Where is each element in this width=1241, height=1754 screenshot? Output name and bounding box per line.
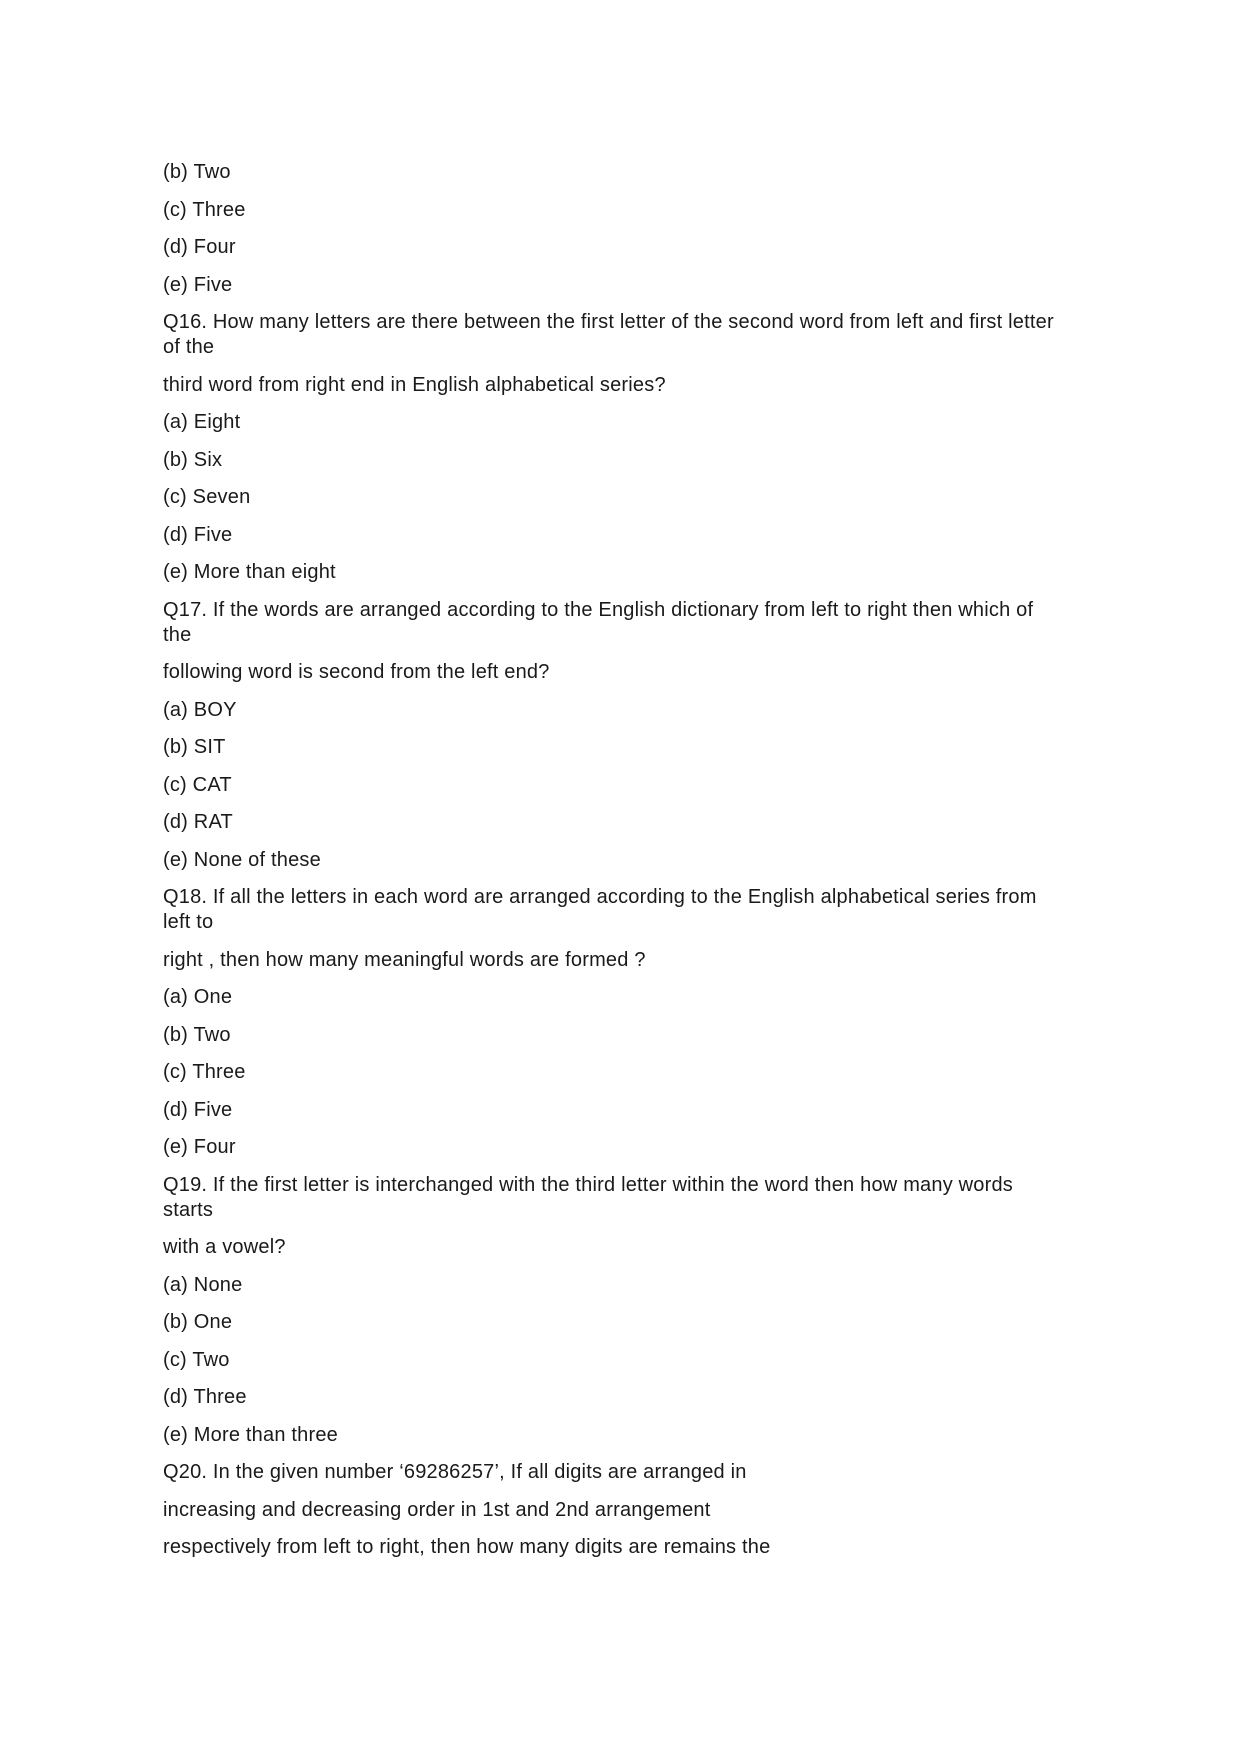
option-line: (a) One (163, 986, 233, 1008)
document-body (163, 160, 1083, 1560)
question-19-wrap: starts (163, 1198, 214, 1221)
question-20-continued: increasing and decreasing order in 1st and 2nd arrangement (163, 1498, 711, 1521)
question-20: Q20. In the given number ‘69286257’, If all digits are arranged in (163, 1461, 747, 1483)
question-19-continued: with a vowel? (163, 1236, 286, 1258)
question-18: Q18. If all the letters in each word are arranged according to the English alphabetical series from (163, 886, 1037, 908)
option-line: (a) None (163, 1273, 243, 1296)
option-line: (c) Two (163, 1348, 230, 1371)
option-line: (c) Three (163, 1061, 246, 1083)
question-17-continued: following word is second from the left end? (163, 661, 550, 683)
question-16: Q16. How many letters are there between the first letter of the second word from left and first letter (163, 311, 1054, 333)
option-line: (a) BOY (163, 698, 237, 721)
option-line: (e) More than three (163, 1423, 338, 1446)
option-line: (a) Eight (163, 411, 241, 433)
option-line: (e) None of these (163, 848, 321, 871)
option-line: (d) Four (163, 236, 236, 258)
option-line: (d) Five (163, 1098, 233, 1121)
question-18-wrap: left to (163, 911, 214, 933)
question-19: Q19. If the first letter is interchanged with the third letter within the word then how many words (163, 1173, 1014, 1196)
question-18-continued: right , then how many meaningful words are formed ? (163, 948, 646, 971)
option-line: (b) SIT (163, 736, 226, 758)
option-line: (d) Three (163, 1386, 247, 1408)
question-17: Q17. If the words are arranged according to the English dictionary from left to right then which of (163, 598, 1034, 621)
question-20-continued: respectively from left to right, then how many digits are remains the (163, 1536, 771, 1558)
option-line: (d) RAT (163, 811, 233, 833)
option-line: (b) One (163, 1311, 233, 1333)
option-line: (c) Seven (163, 486, 251, 508)
option-line: (e) Four (163, 1136, 236, 1158)
question-16-continued: third word from right end in English alphabetical series? (163, 373, 666, 396)
question-17-wrap: the (163, 623, 192, 646)
option-line: (e) Five (163, 273, 233, 296)
option-line: (b) Six (163, 448, 223, 471)
option-line: (d) Five (163, 523, 233, 546)
question-16-wrap: of the (163, 336, 215, 358)
option-line: (c) CAT (163, 773, 232, 796)
option-line: (b) Two (163, 1023, 231, 1046)
option-line: (b) Two (163, 161, 231, 183)
option-line: (e) More than eight (163, 561, 336, 583)
option-line: (c) Three (163, 198, 246, 221)
